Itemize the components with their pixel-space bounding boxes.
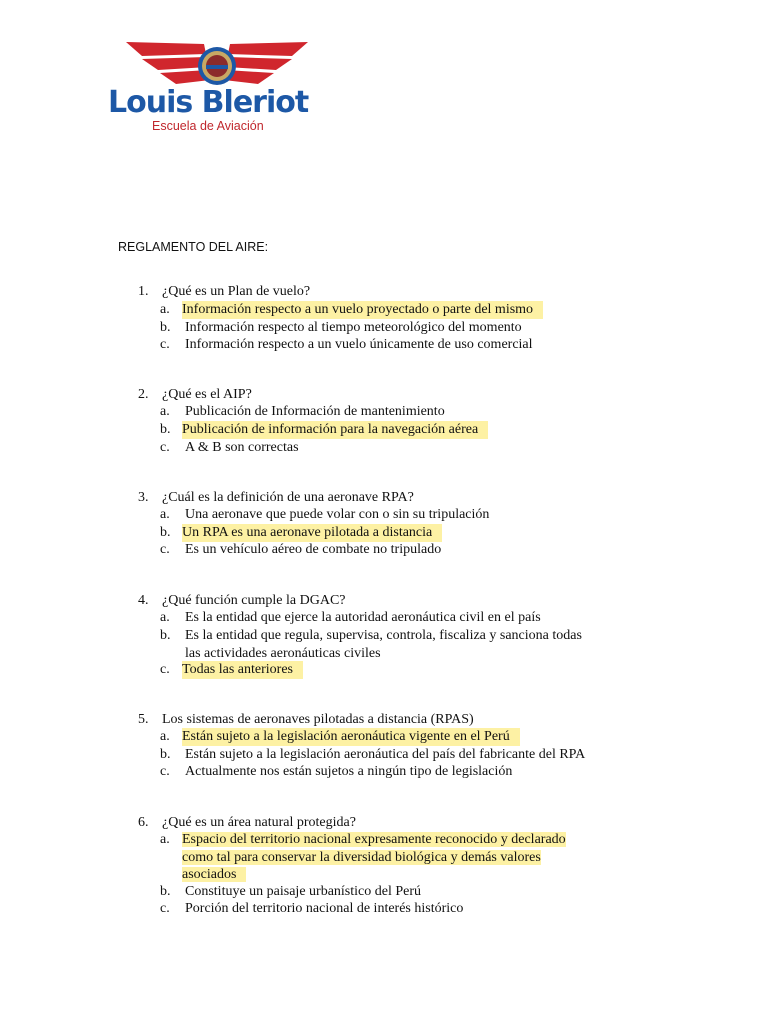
option-text: [182, 627, 655, 662]
option-text: Actualmente nos están sujetos a ningún tipo de legislación: [185, 764, 513, 779]
logo-subtitle: Escuela de Aviación: [152, 119, 264, 133]
option-3c: [160, 541, 441, 559]
option-text: Constituye un paisaje urbanístico del Perú: [185, 884, 422, 899]
option-text-highlighted: Información respecto a un vuelo proyectado o parte del mismo: [182, 301, 543, 319]
option-3a: [160, 506, 489, 524]
option-text: Están sujeto a la legislación aeronáutica del país del fabricante del RPA: [185, 747, 586, 762]
option-text-highlighted: [182, 831, 662, 884]
option-text-highlighted: Publicación de información para la navegación aérea: [182, 421, 488, 439]
question-number: 3.: [138, 490, 149, 505]
option-3b: [160, 524, 442, 542]
question-text: ¿Qué es un Plan de vuelo?: [162, 284, 311, 299]
option-letter: c.: [160, 542, 170, 557]
option-2b: [160, 421, 488, 439]
option-text: Es la entidad que ejerce la autoridad aeronáutica civil en el país: [185, 610, 541, 625]
option-letter: a.: [160, 610, 170, 625]
option-5b: [160, 746, 585, 764]
document-title: REGLAMENTO DEL AIRE:: [118, 240, 269, 254]
option-1a: [160, 301, 543, 319]
question-number: 1.: [138, 284, 149, 299]
option-5c: [160, 763, 512, 781]
option-6c: [160, 900, 463, 918]
option-letter: c.: [160, 662, 170, 677]
option-4c: [160, 661, 303, 679]
option-letter: a.: [160, 404, 170, 419]
question-1: [138, 283, 310, 301]
option-line: Es la entidad que regula, supervisa, controla, fiscaliza y sanciona todas: [185, 628, 582, 643]
option-1c: [160, 336, 533, 354]
option-letter: c.: [160, 901, 170, 916]
option-text: Una aeronave que puede volar con o sin su tripulación: [185, 507, 490, 522]
option-letter: c.: [160, 440, 170, 455]
option-text: Información respecto a un vuelo únicamente de uso comercial: [185, 337, 533, 352]
option-line: como tal para conservar la diversidad biológica y demás valores: [182, 849, 541, 865]
option-text: Es un vehículo aéreo de combate no tripulado: [185, 542, 442, 557]
option-letter: a.: [160, 302, 170, 317]
option-letter: c.: [160, 764, 170, 779]
question-number: 5.: [138, 712, 149, 727]
option-text: A & B son correctas: [185, 440, 299, 455]
question-number: 6.: [138, 815, 149, 830]
option-2a: [160, 403, 445, 421]
option-text-highlighted: Todas las anteriores: [182, 661, 303, 679]
question-3: [138, 489, 414, 507]
option-line: Espacio del territorio nacional expresamente reconocido y declarado: [182, 832, 566, 847]
option-line: las actividades aeronáuticas civiles: [185, 645, 381, 661]
option-text: Porción del territorio nacional de interés histórico: [185, 901, 464, 916]
winged-emblem-icon: [122, 40, 312, 90]
option-letter: a.: [160, 507, 170, 522]
option-letter: b.: [160, 747, 171, 762]
option-1b: [160, 319, 522, 337]
option-letter: b.: [160, 525, 171, 540]
question-4: [138, 592, 346, 610]
option-5a: [160, 728, 520, 746]
question-text: ¿Qué es un área natural protegida?: [162, 815, 356, 830]
school-logo: [108, 36, 324, 136]
option-letter: a.: [160, 832, 170, 847]
option-6b: [160, 883, 421, 901]
question-text: ¿Qué función cumple la DGAC?: [162, 593, 346, 608]
option-letter: b.: [160, 320, 171, 335]
question-text: ¿Cuál es la definición de una aeronave RPA?: [162, 490, 414, 505]
option-4a: [160, 609, 541, 627]
option-letter: a.: [160, 729, 170, 744]
question-text: Los sistemas de aeronaves pilotadas a distancia (RPAS): [162, 712, 474, 727]
question-6: [138, 814, 356, 832]
option-letter: b.: [160, 884, 171, 899]
option-letter: b.: [160, 422, 171, 437]
question-5: [138, 711, 474, 729]
option-text: Información respecto al tiempo meteorológico del momento: [185, 320, 522, 335]
option-text-highlighted: Están sujeto a la legislación aeronáutica vigente en el Perú: [182, 728, 520, 746]
question-2: [138, 386, 252, 404]
question-text: ¿Qué es el AIP?: [162, 387, 252, 402]
option-letter: c.: [160, 337, 170, 352]
option-text: Publicación de Información de mantenimiento: [185, 404, 445, 419]
question-number: 2.: [138, 387, 149, 402]
option-6a: [160, 831, 662, 884]
option-text-highlighted: Un RPA es una aeronave pilotada a distancia: [182, 524, 442, 542]
option-line: asociados: [182, 867, 246, 882]
option-4b: [160, 627, 655, 662]
logo-name: Louis Bleriot: [108, 85, 309, 120]
option-2c: [160, 439, 299, 457]
option-letter: b.: [160, 628, 171, 643]
question-number: 4.: [138, 593, 149, 608]
